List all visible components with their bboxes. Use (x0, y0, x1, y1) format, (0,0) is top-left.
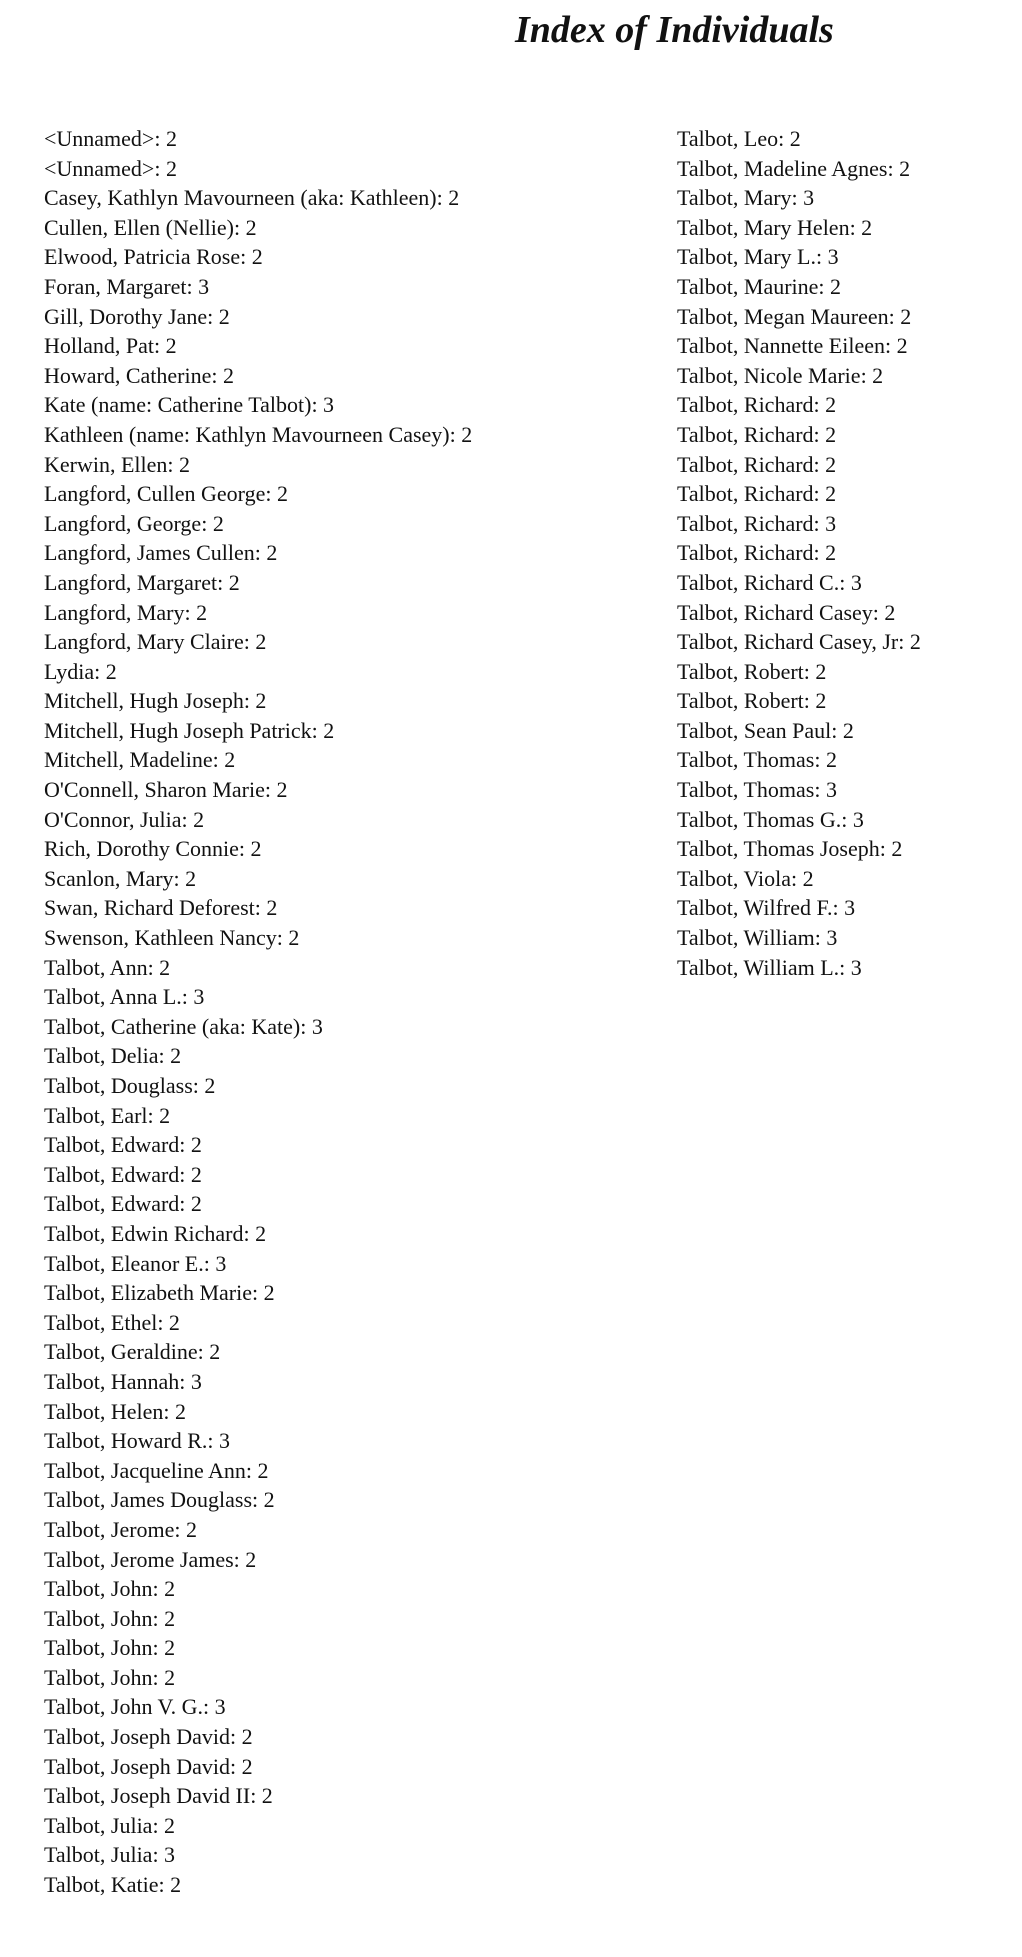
index-entry: Talbot, John V. G.: 3 (44, 1694, 226, 1720)
index-entry: Langford, Mary: 2 (44, 599, 208, 625)
index-entry: Talbot, Earl: 2 (44, 1102, 171, 1128)
index-entry: Holland, Pat: 2 (44, 333, 177, 359)
index-entry: Talbot, Mary L.: 3 (677, 244, 839, 270)
index-entry: Talbot, William L.: 3 (677, 954, 862, 980)
index-entry: Talbot, John: 2 (44, 1635, 176, 1661)
index-entry: Talbot, Thomas: 3 (677, 777, 837, 803)
index-entry: Swenson, Kathleen Nancy: 2 (44, 925, 300, 951)
index-entry: Talbot, Delia: 2 (44, 1043, 182, 1069)
index-entry: Talbot, William: 3 (677, 925, 838, 951)
index-entry: Kerwin, Ellen: 2 (44, 451, 191, 477)
index-entry: Talbot, Richard: 2 (677, 451, 837, 477)
index-entry: Talbot, James Douglass: 2 (44, 1487, 275, 1513)
index-entry: Talbot, Mary: 3 (677, 185, 815, 211)
index-entry: <Unnamed>: 2 (44, 155, 177, 181)
index-entry: Talbot, Richard C.: 3 (677, 569, 862, 595)
index-entry: Talbot, Thomas Joseph: 2 (677, 836, 903, 862)
index-entry: Talbot, Elizabeth Marie: 2 (44, 1280, 275, 1306)
index-entry: Talbot, Joseph David: 2 (44, 1724, 253, 1750)
index-entry: Scanlon, Mary: 2 (44, 865, 197, 891)
index-entry: Langford, Mary Claire: 2 (44, 629, 267, 655)
index-entry: Talbot, Viola: 2 (677, 865, 814, 891)
index-entry: O'Connell, Sharon Marie: 2 (44, 777, 288, 803)
index-entry: Talbot, Richard Casey: 2 (677, 599, 896, 625)
index-entry: Rich, Dorothy Connie: 2 (44, 836, 262, 862)
index-column-right (677, 124, 921, 982)
index-column-left (44, 124, 472, 1900)
index-entry: Talbot, Richard: 2 (677, 540, 837, 566)
index-entry: Talbot, Edwin Richard: 2 (44, 1220, 267, 1246)
index-entry: Talbot, Helen: 2 (44, 1398, 187, 1424)
index-entry: Talbot, Joseph David: 2 (44, 1753, 253, 1779)
index-entry: Gill, Dorothy Jane: 2 (44, 303, 230, 329)
index-entry: Foran, Margaret: 3 (44, 273, 210, 299)
index-entry: Mitchell, Madeline: 2 (44, 747, 236, 773)
index-entry: Talbot, Wilfred F.: 3 (677, 895, 856, 921)
index-entry: Talbot, Mary Helen: 2 (677, 214, 873, 240)
index-entry: Lydia: 2 (44, 658, 117, 684)
index-entry: Howard, Catherine: 2 (44, 362, 234, 388)
index-entry: Talbot, Edward: 2 (44, 1191, 202, 1217)
index-entry: Talbot, Robert: 2 (677, 658, 827, 684)
index-entry: Talbot, Jerome: 2 (44, 1516, 198, 1542)
index-entry: Talbot, John: 2 (44, 1664, 176, 1690)
index-entry: Swan, Richard Deforest: 2 (44, 895, 278, 921)
index-entry: Talbot, Geraldine: 2 (44, 1339, 221, 1365)
index-entry: Talbot, Thomas G.: 3 (677, 806, 864, 832)
index-entry: Talbot, Richard: 3 (677, 510, 837, 536)
index-entry: Talbot, Richard Casey, Jr: 2 (677, 629, 921, 655)
index-entry: Langford, George: 2 (44, 510, 224, 536)
index-entry: Elwood, Patricia Rose: 2 (44, 244, 263, 270)
index-entry: Mitchell, Hugh Joseph: 2 (44, 688, 267, 714)
index-entry: Talbot, Sean Paul: 2 (677, 717, 854, 743)
index-entry: Talbot, Ann: 2 (44, 954, 171, 980)
index-entry: Talbot, Maurine: 2 (677, 273, 842, 299)
index-entry: Talbot, Joseph David II: 2 (44, 1783, 273, 1809)
index-entry: Talbot, Ethel: 2 (44, 1309, 180, 1335)
index-entry: Langford, Margaret: 2 (44, 569, 240, 595)
index-entry: Talbot, Anna L.: 3 (44, 984, 205, 1010)
index-entry: Talbot, Jacqueline Ann: 2 (44, 1457, 269, 1483)
index-entry: Talbot, Edward: 2 (44, 1161, 202, 1187)
index-entry: Talbot, Madeline Agnes: 2 (677, 155, 911, 181)
index-entry: Talbot, Richard: 2 (677, 421, 837, 447)
index-entry: Talbot, Nannette Eileen: 2 (677, 333, 908, 359)
index-entry: Talbot, Eleanor E.: 3 (44, 1250, 227, 1276)
index-entry: Langford, Cullen George: 2 (44, 481, 288, 507)
index-entry: Talbot, Howard R.: 3 (44, 1428, 231, 1454)
index-entry: Talbot, Douglass: 2 (44, 1073, 216, 1098)
index-entry: Talbot, Katie: 2 (44, 1872, 182, 1898)
index-entry: Talbot, Leo: 2 (677, 126, 801, 151)
index-entry: Talbot, Nicole Marie: 2 (677, 362, 884, 388)
index-entry: Kathleen (name: Kathlyn Mavourneen Casey): 2 (44, 421, 473, 447)
index-entry: Talbot, John: 2 (44, 1576, 176, 1602)
index-entry: Talbot, Richard: 2 (677, 392, 837, 418)
index-entry: Cullen, Ellen (Nellie): 2 (44, 214, 257, 240)
index-entry: Talbot, Jerome James: 2 (44, 1546, 257, 1572)
index-entry: Talbot, Hannah: 3 (44, 1368, 202, 1394)
index-entry: Talbot, Catherine (aka: Kate): 3 (44, 1013, 323, 1039)
index-entry: Talbot, Julia: 3 (44, 1842, 176, 1868)
index-entry: Mitchell, Hugh Joseph Patrick: 2 (44, 717, 335, 743)
index-entry: Talbot, John: 2 (44, 1605, 176, 1631)
index-entry: Talbot, Megan Maureen: 2 (677, 303, 912, 329)
index-entry: Talbot, Richard: 2 (677, 481, 837, 507)
index-entry: Talbot, Thomas: 2 (677, 747, 837, 773)
page-title: Index of Individuals (515, 9, 834, 51)
index-entry: Kate (name: Catherine Talbot): 3 (44, 392, 335, 418)
index-entry: Talbot, Julia: 2 (44, 1812, 176, 1838)
index-entry: Langford, James Cullen: 2 (44, 540, 278, 566)
index-entry: Talbot, Robert: 2 (677, 688, 827, 714)
index-entry: <Unnamed>: 2 (44, 126, 177, 151)
index-entry: Casey, Kathlyn Mavourneen (aka: Kathleen): 2 (44, 185, 460, 211)
index-entry: Talbot, Edward: 2 (44, 1132, 202, 1158)
index-entry: O'Connor, Julia: 2 (44, 806, 205, 832)
